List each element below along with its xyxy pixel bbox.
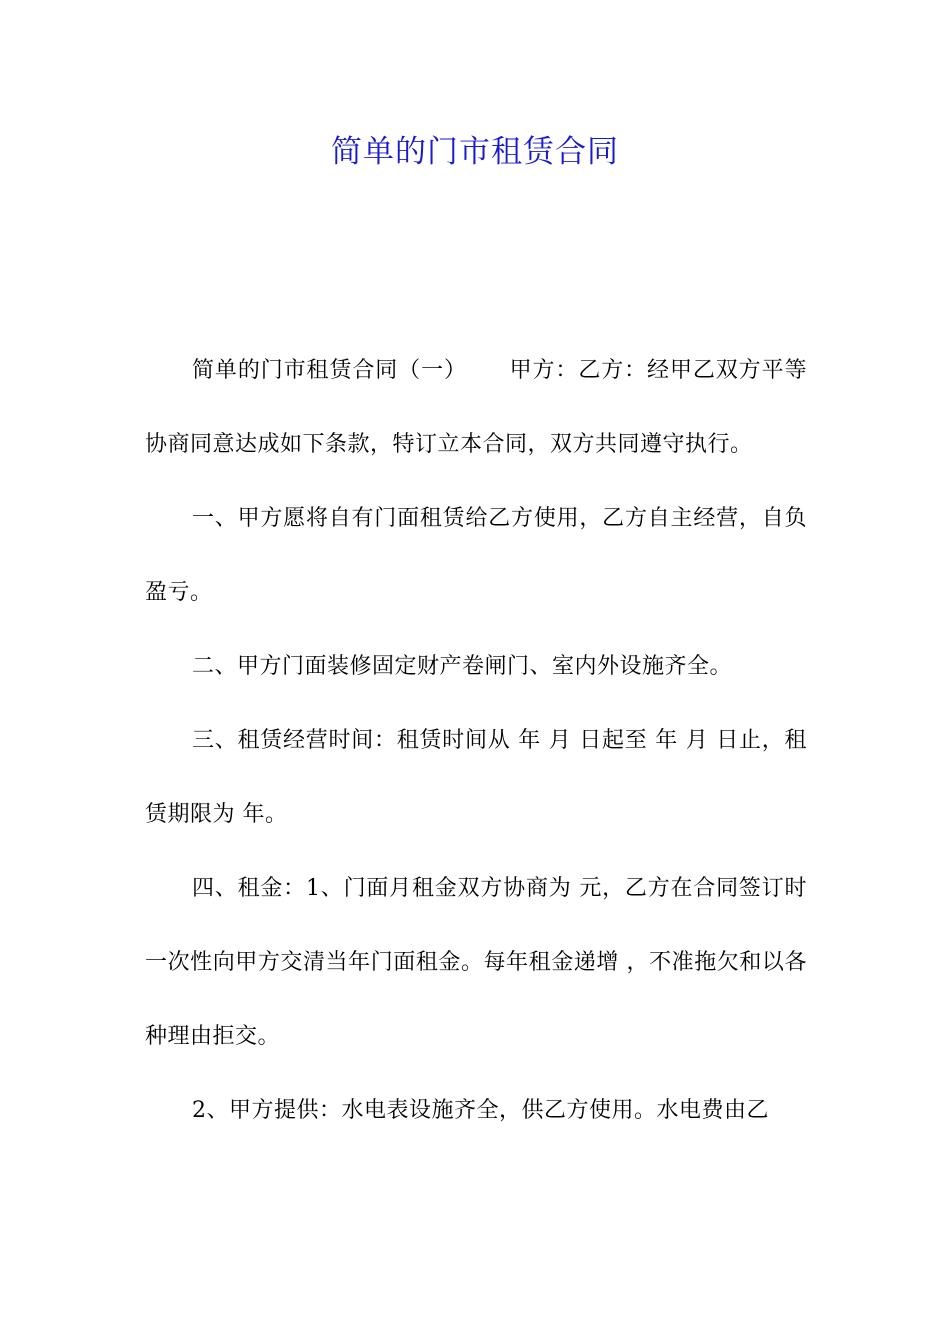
paragraph-intro: 简单的门市租赁合同（一） 甲方：乙方：经甲乙双方平等协商同意达成如下条款，特订立本合同，双方共同遵守执行。 — [145, 358, 807, 457]
document-body — [145, 334, 807, 1148]
paragraph-clause-4-item-2: 2、甲方提供：水电表设施齐全，供乙方使用。水电费由乙 — [192, 1098, 769, 1123]
paragraph-clause-2: 二、甲方门面装修固定财产卷闸门、室内外设施齐全。 — [192, 654, 733, 679]
paragraph-clause-4: 四、租金：1、门面月租金双方协商为 元，乙方在合同签订时一次性向甲方交清当年门面租金。每年租金递增 ，不准拖欠和以各种理由拒交。 — [145, 876, 807, 1049]
paragraph-clause-3: 三、租赁经营时间：租赁时间从 年 月 日起至 年 月 日止，租赁期限为 年。 — [145, 728, 807, 827]
paragraph-clause-1: 一、甲方愿将自有门面租赁给乙方使用，乙方自主经营，自负盈亏。 — [145, 506, 807, 605]
document-title: 简单的门市租赁合同 — [331, 134, 619, 170]
